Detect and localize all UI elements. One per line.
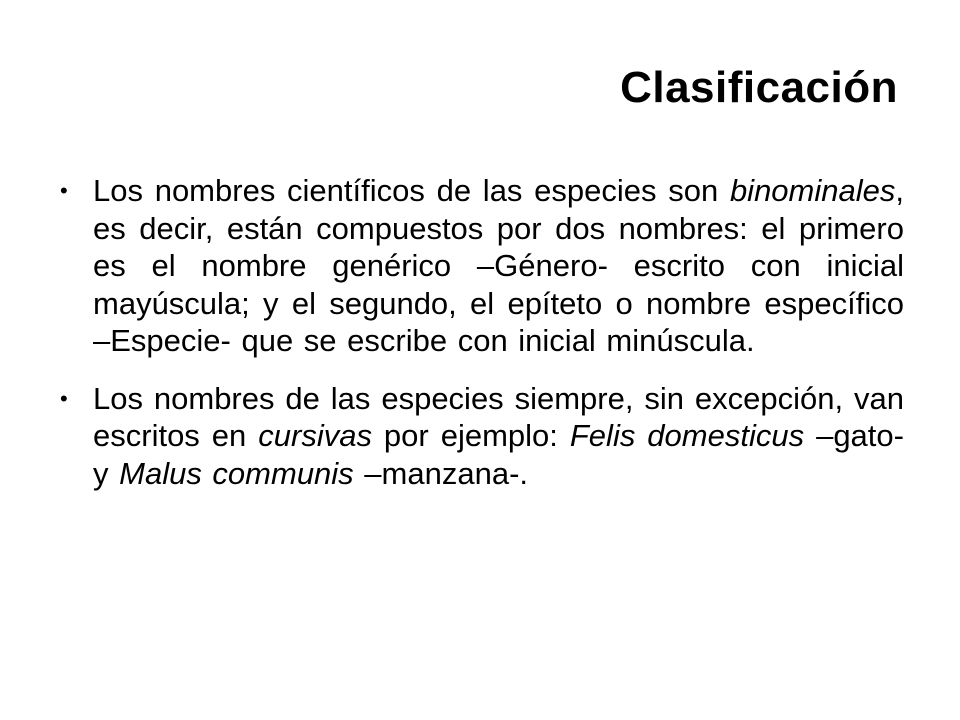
- bullet-item: [60, 380, 904, 493]
- bullet-item: [60, 172, 904, 360]
- bullet-text-segment: por ejemplo:: [371, 418, 570, 453]
- bullet-text-segment-italic: cursivas: [258, 418, 372, 453]
- bullet-text-segment: , es decir, están compuestos por dos nombres: el primero es el nombre genérico –Género- escrito con inicial mayúscula; y el segundo, el epíteto o nombre específico –Especie- que se escribe con inicial minúscula.: [93, 173, 904, 358]
- bullet-dot-icon: •: [60, 178, 68, 203]
- bullet-text-segment-italic: Malus communis: [119, 455, 354, 491]
- bullet-text-segment: –gato- y: [93, 418, 904, 491]
- bullet-text-segment-italic: binominales: [729, 173, 896, 208]
- bullet-text-segment: Los nombres de las especies siempre, sin excepción, van escritos en: [93, 380, 904, 453]
- bullet-list: [60, 172, 904, 512]
- slide-title: Clasificación: [620, 63, 898, 112]
- bullet-text-segment: Los nombres científicos de las especies son: [93, 173, 730, 208]
- bullet-text-segment: –manzana-.: [353, 455, 529, 491]
- bullet-text-segment-italic: Felis domesticus: [569, 418, 805, 453]
- bullet-dot-icon: •: [60, 385, 68, 411]
